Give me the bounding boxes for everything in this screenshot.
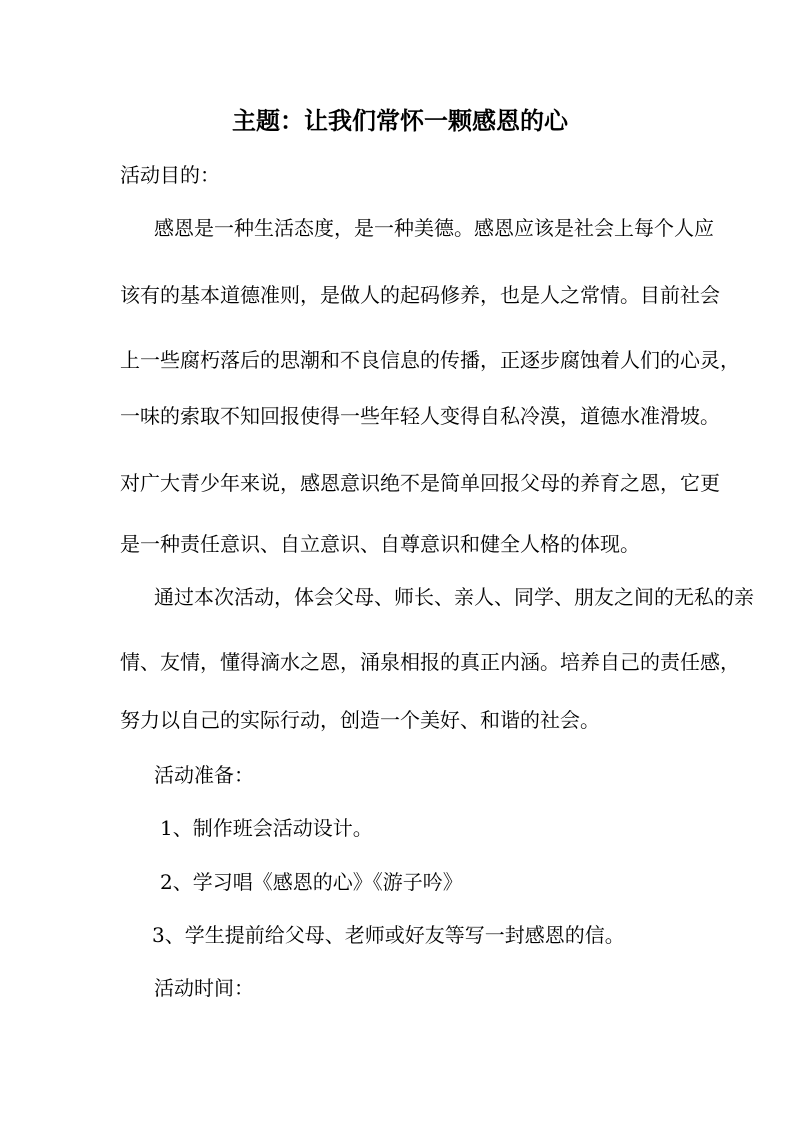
list-item: 1、制作班会活动设计。: [160, 816, 373, 840]
list-item: 2、学习唱《感恩的心》《游子吟》: [160, 870, 463, 894]
document-title: 主题：让我们常怀一颗感恩的心: [232, 106, 568, 135]
paragraph-line: 该有的基本道德准则，是做人的起码修养，也是人之常情。目前社会: [120, 283, 720, 307]
paragraph-line: 努力以自己的实际行动，创造一个美好、和谐的社会。: [120, 708, 600, 732]
paragraph-line: 对广大青少年来说，感恩意识绝不是简单回报父母的养育之恩，它更: [120, 471, 720, 495]
paragraph-line: 是一种责任意识、自立意识、自尊意识和健全人格的体现。: [120, 532, 640, 556]
paragraph-line: 感恩是一种生活态度，是一种美德。感恩应该是社会上每个人应: [154, 216, 714, 240]
section-heading-prep: 活动准备：: [154, 763, 254, 787]
paragraph-line: 情、友情，懂得滴水之恩，涌泉相报的真正内涵。培养自己的责任感，: [120, 650, 740, 674]
paragraph-line: 一味的索取不知回报使得一些年轻人变得自私冷漠，道德水准滑坡。: [120, 404, 720, 428]
paragraph-line: 通过本次活动，体会父母、师长、亲人、同学、朋友之间的无私的亲: [154, 585, 754, 609]
section-heading-purpose: 活动目的：: [120, 163, 220, 187]
section-heading-time: 活动时间：: [154, 976, 254, 1000]
list-item: 3、学生提前给父母、老师或好友等写一封感恩的信。: [152, 923, 625, 947]
paragraph-line: 上一些腐朽落后的思潮和不良信息的传播，正逐步腐蚀着人们的心灵，: [120, 348, 740, 372]
